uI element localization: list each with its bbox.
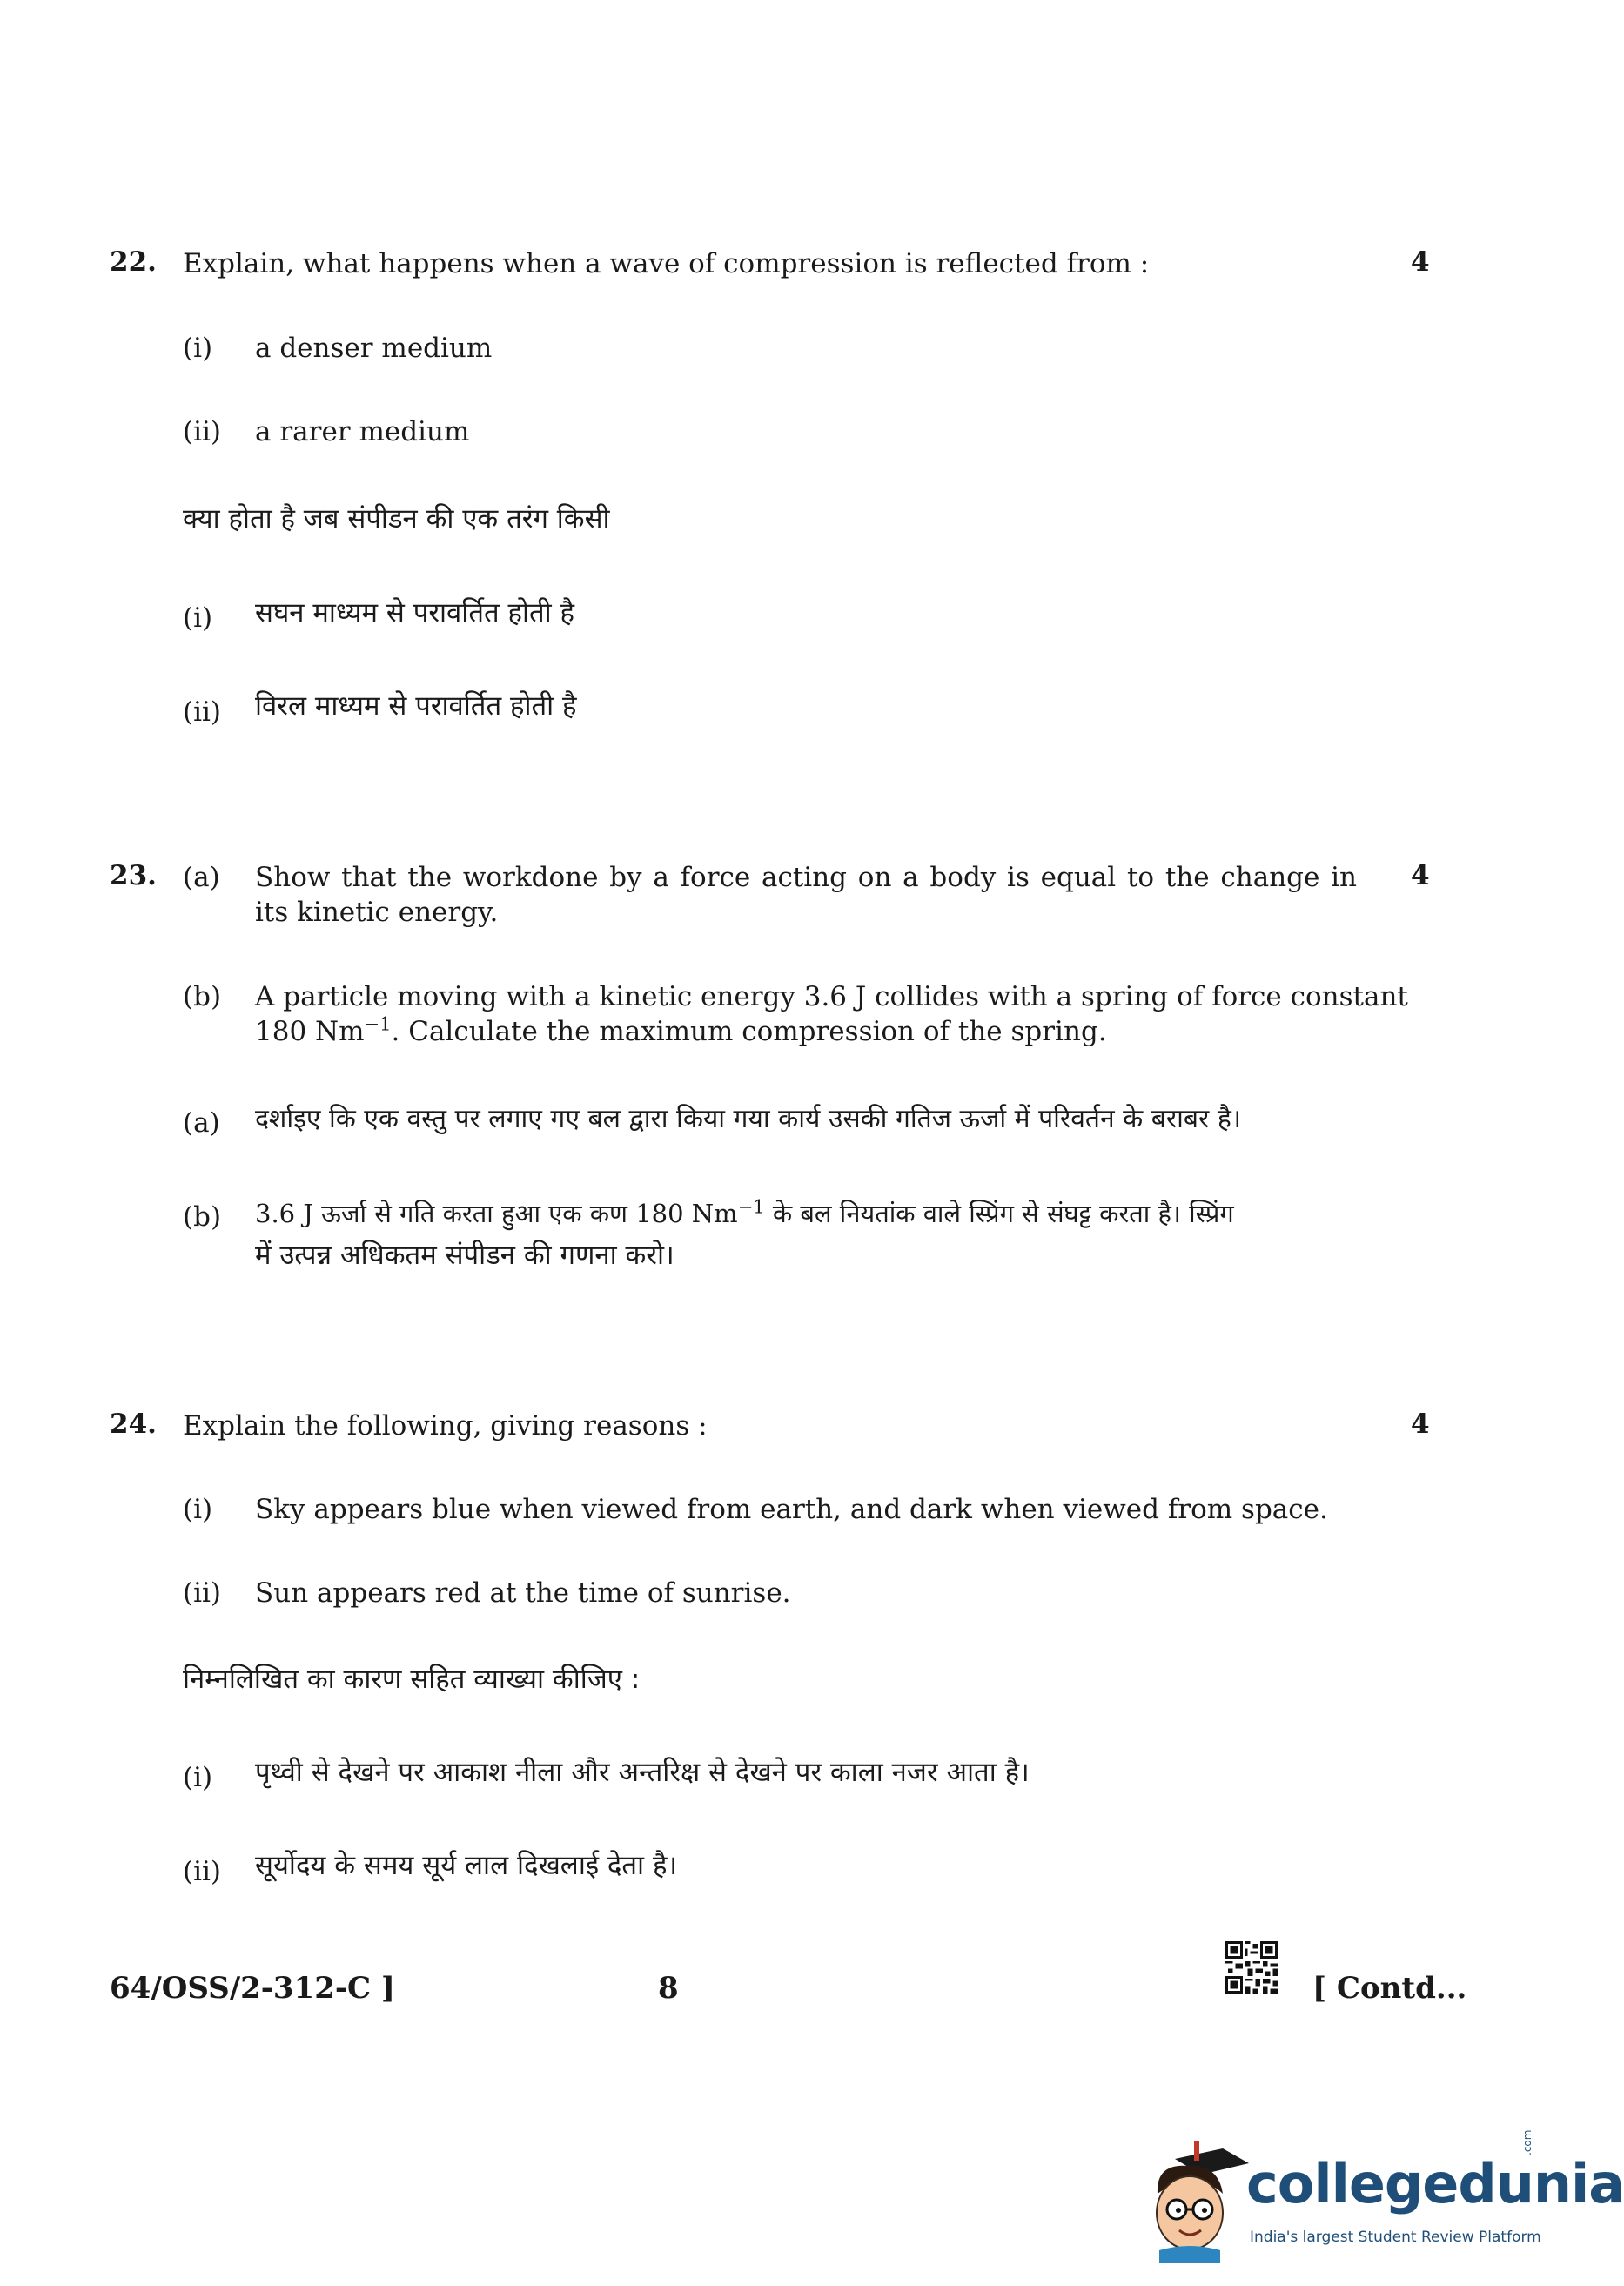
brand-name: collegedunia: [1246, 2152, 1624, 2215]
q22-text: Explain, what happens when a wave of compression is reflected from :: [183, 248, 1150, 279]
q24-marks: 4: [1411, 1409, 1430, 1440]
q23-part-b-line2-sup: −1: [364, 1013, 392, 1035]
q23-hindi-part-b-post: के बल नियतांक वाले स्प्रिंग से संघट्ट करता है। स्प्रिंग: [764, 1199, 1234, 1228]
q22-hindi-part-ii-label: (ii): [183, 696, 222, 728]
q23-number: 23.: [110, 860, 157, 891]
q22-number: 22.: [110, 246, 157, 278]
q22-hindi-part-i-label: (i): [183, 602, 213, 634]
q22-hindi-text: क्या होता है जब संपीडन की एक तरंग किसी: [183, 503, 610, 535]
q23-hindi-part-b-label: (b): [183, 1201, 222, 1233]
q22-part-i-text: a denser medium: [255, 333, 493, 364]
footer-contd: [ Contd...: [1312, 1971, 1467, 2006]
brand-dotcom: .com: [1521, 2129, 1533, 2155]
q23-part-b-line1: [255, 979, 1408, 1014]
q22-part-i-label: (i): [183, 333, 213, 364]
q23-part-b-line2: [255, 1014, 1107, 1049]
q23-part-a-label: (a): [183, 862, 220, 893]
q24-hindi-part-ii-label: (ii): [183, 1856, 222, 1887]
q24-part-ii-label: (ii): [183, 1577, 222, 1609]
mascot-logo-icon: [1140, 2133, 1253, 2263]
brand-tagline: India's largest Student Review Platform: [1250, 2229, 1541, 2246]
q24-text: Explain the following, giving reasons :: [183, 1410, 708, 1442]
q22-part-ii-text: a rarer medium: [255, 416, 470, 447]
q23-part-b-line2-pre: 180 Nm: [255, 1016, 365, 1047]
q23-hindi-part-b-line2: में उत्पन्न अधिकतम संपीडन की गणना करो।: [255, 1240, 674, 1271]
footer-exam-code: 64/OSS/2-312-C ]: [110, 1971, 395, 2006]
q23-marks: 4: [1411, 860, 1430, 891]
q24-hindi-part-i-label: (i): [183, 1762, 213, 1793]
q23-hindi-part-a-label: (a): [183, 1107, 220, 1139]
q24-part-i-label: (i): [183, 1494, 213, 1525]
footer-page-number: 8: [658, 1971, 679, 2006]
q24-part-ii-text: Sun appears red at the time of sunrise.: [255, 1577, 791, 1609]
qr-code-icon: [1225, 1941, 1278, 1994]
q23-part-b-label: (b): [183, 981, 222, 1012]
q23-hindi-part-a-text: दर्शाइए कि एक वस्तु पर लगाए गए बल द्वारा किया गया कार्य उसकी गतिज ऊर्जा में परिवर्तन के बराबर है।: [255, 1104, 1242, 1134]
q24-hindi-part-ii-text: सूर्योदय के समय सूर्य लाल दिखलाई देता है।: [255, 1850, 678, 1881]
q22-marks: 4: [1411, 246, 1430, 278]
q23-hindi-part-b-pre: 3.6 J ऊर्जा से गति करता हुआ एक कण 180 Nm: [255, 1199, 738, 1228]
q23-hindi-part-b-line1: [255, 1193, 1234, 1234]
q24-hindi-text: निम्नलिखित का कारण सहित व्याख्या कीजिए :: [183, 1664, 641, 1695]
q22-hindi-part-i-text: सघन माध्यम से परावर्तित होती है: [255, 597, 575, 629]
q23-hindi-part-b-sup: −1: [737, 1196, 765, 1218]
q23-part-b-line2-post: . Calculate the maximum compression of the spring.: [391, 1016, 1107, 1047]
q22-hindi-part-ii-text: विरल माध्यम से परावर्तित होती है: [255, 690, 577, 722]
q24-number: 24.: [110, 1409, 157, 1440]
q23-part-b-line1-text: A particle moving with a kinetic energy 3.6 J collides with a spring of force constant: [255, 981, 1408, 1012]
q22-part-ii-label: (ii): [183, 416, 222, 447]
q23-part-a-text: Show that the workdone by a force acting on a body is equal to the change in its kinetic energy.: [255, 862, 1357, 928]
q24-hindi-part-i-text: पृथ्वी से देखने पर आकाश नीला और अन्तरिक्ष से देखने पर काला नजर आता है।: [255, 1757, 1030, 1788]
q24-part-i-text: Sky appears blue when viewed from earth, and dark when viewed from space.: [255, 1494, 1328, 1525]
